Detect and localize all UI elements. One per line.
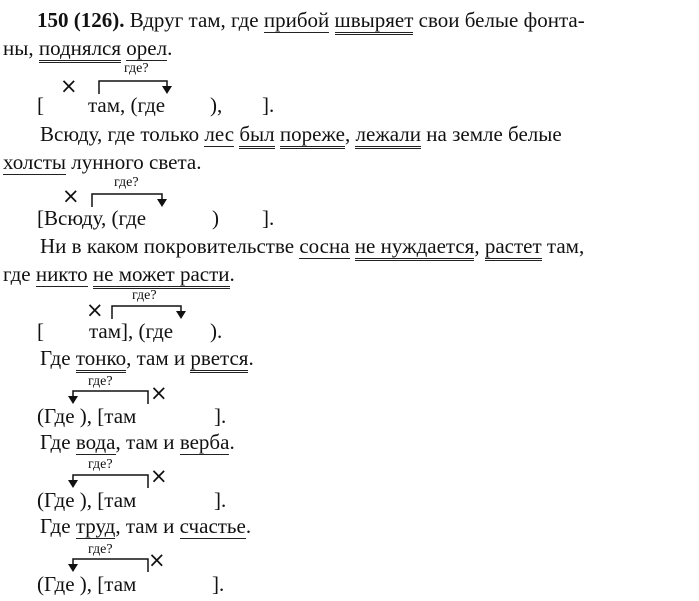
exercise-line-2: ны, поднялся орел. [3,36,172,61]
cross-mark-icon: × [86,298,104,322]
question-label: где? [88,542,113,557]
predicate-word: лежали [355,122,421,149]
text-fragment: свои белые фонта- [413,8,585,32]
predicate-word: был [239,122,274,149]
cross-mark-icon: × [150,381,168,405]
sentence-6: Где труд, там и счастье. [40,514,252,538]
subject-word: труд [75,514,116,538]
sentence-2-line-1: Всюду, где только лес был пореже, лежали на земле белые [40,122,562,147]
scheme-text: (Где ), [там [37,404,137,428]
predicate-word: поднялся [39,36,121,63]
predicate-word: не может расти [93,262,230,289]
subject-word: никто [35,262,88,286]
cross-mark-icon: × [150,464,168,488]
sentence-3-line-2: где никто не может расти. [3,262,235,287]
question-label: где? [132,288,157,303]
question-label: где? [124,61,149,76]
predicate-word: тонко [76,346,126,373]
exercise-number: 150 (126). [37,8,125,32]
bracket-close: ]. [212,572,225,596]
scheme-text: (Где ), [там [37,572,137,596]
sentence-4: Где тонко, там и рвется. [40,346,254,371]
cross-mark-icon: × [60,74,78,98]
subject-word: сосна [299,234,350,258]
question-label: где? [88,374,113,389]
bracket-open: [ [37,319,44,343]
exercise-line-1 [37,8,585,33]
scheme-text: ). [210,319,223,343]
bracket-close: ]. [214,488,227,512]
question-label: где? [88,457,113,472]
subject-word: лес [204,122,235,146]
question-label: где? [114,175,139,190]
scheme-text: там], (где [89,319,174,343]
subject-word: прибой [263,8,330,32]
subject-word: орел [126,36,168,60]
predicate-word: рвется [190,346,248,373]
predicate-word: пореже [280,122,345,149]
subject-word: вода [75,430,116,454]
scheme-text: ), [210,93,223,117]
bracket-close: ]. [214,404,227,428]
scheme-text: (Где ), [там [37,488,137,512]
bracket-close: ]. [262,206,275,230]
cross-mark-icon: × [62,184,80,208]
sentence-2-line-2: холсты лунного света. [3,150,202,174]
sentence-5: Где вода, там и верба. [40,430,235,454]
bracket-close: ]. [262,93,275,117]
cross-mark-icon: × [148,548,166,572]
scheme-text: [Всюду, (где [37,206,147,230]
subject-word: верба [179,430,230,454]
sentence-3-line-1: Ни в каком покровительстве сосна не нуждается, растет там, [40,234,584,259]
predicate-word: швыряет [335,8,414,35]
scheme-text: там, (где [88,93,166,117]
text-fragment: Вдруг там, где [129,8,264,32]
subject-word: счастье [179,514,246,538]
scheme-text: ) [212,206,219,230]
bracket-open: [ [37,93,44,117]
predicate-word: не нуждается [355,234,475,261]
predicate-word: растет [485,234,542,261]
subject-word: холсты [3,150,67,174]
